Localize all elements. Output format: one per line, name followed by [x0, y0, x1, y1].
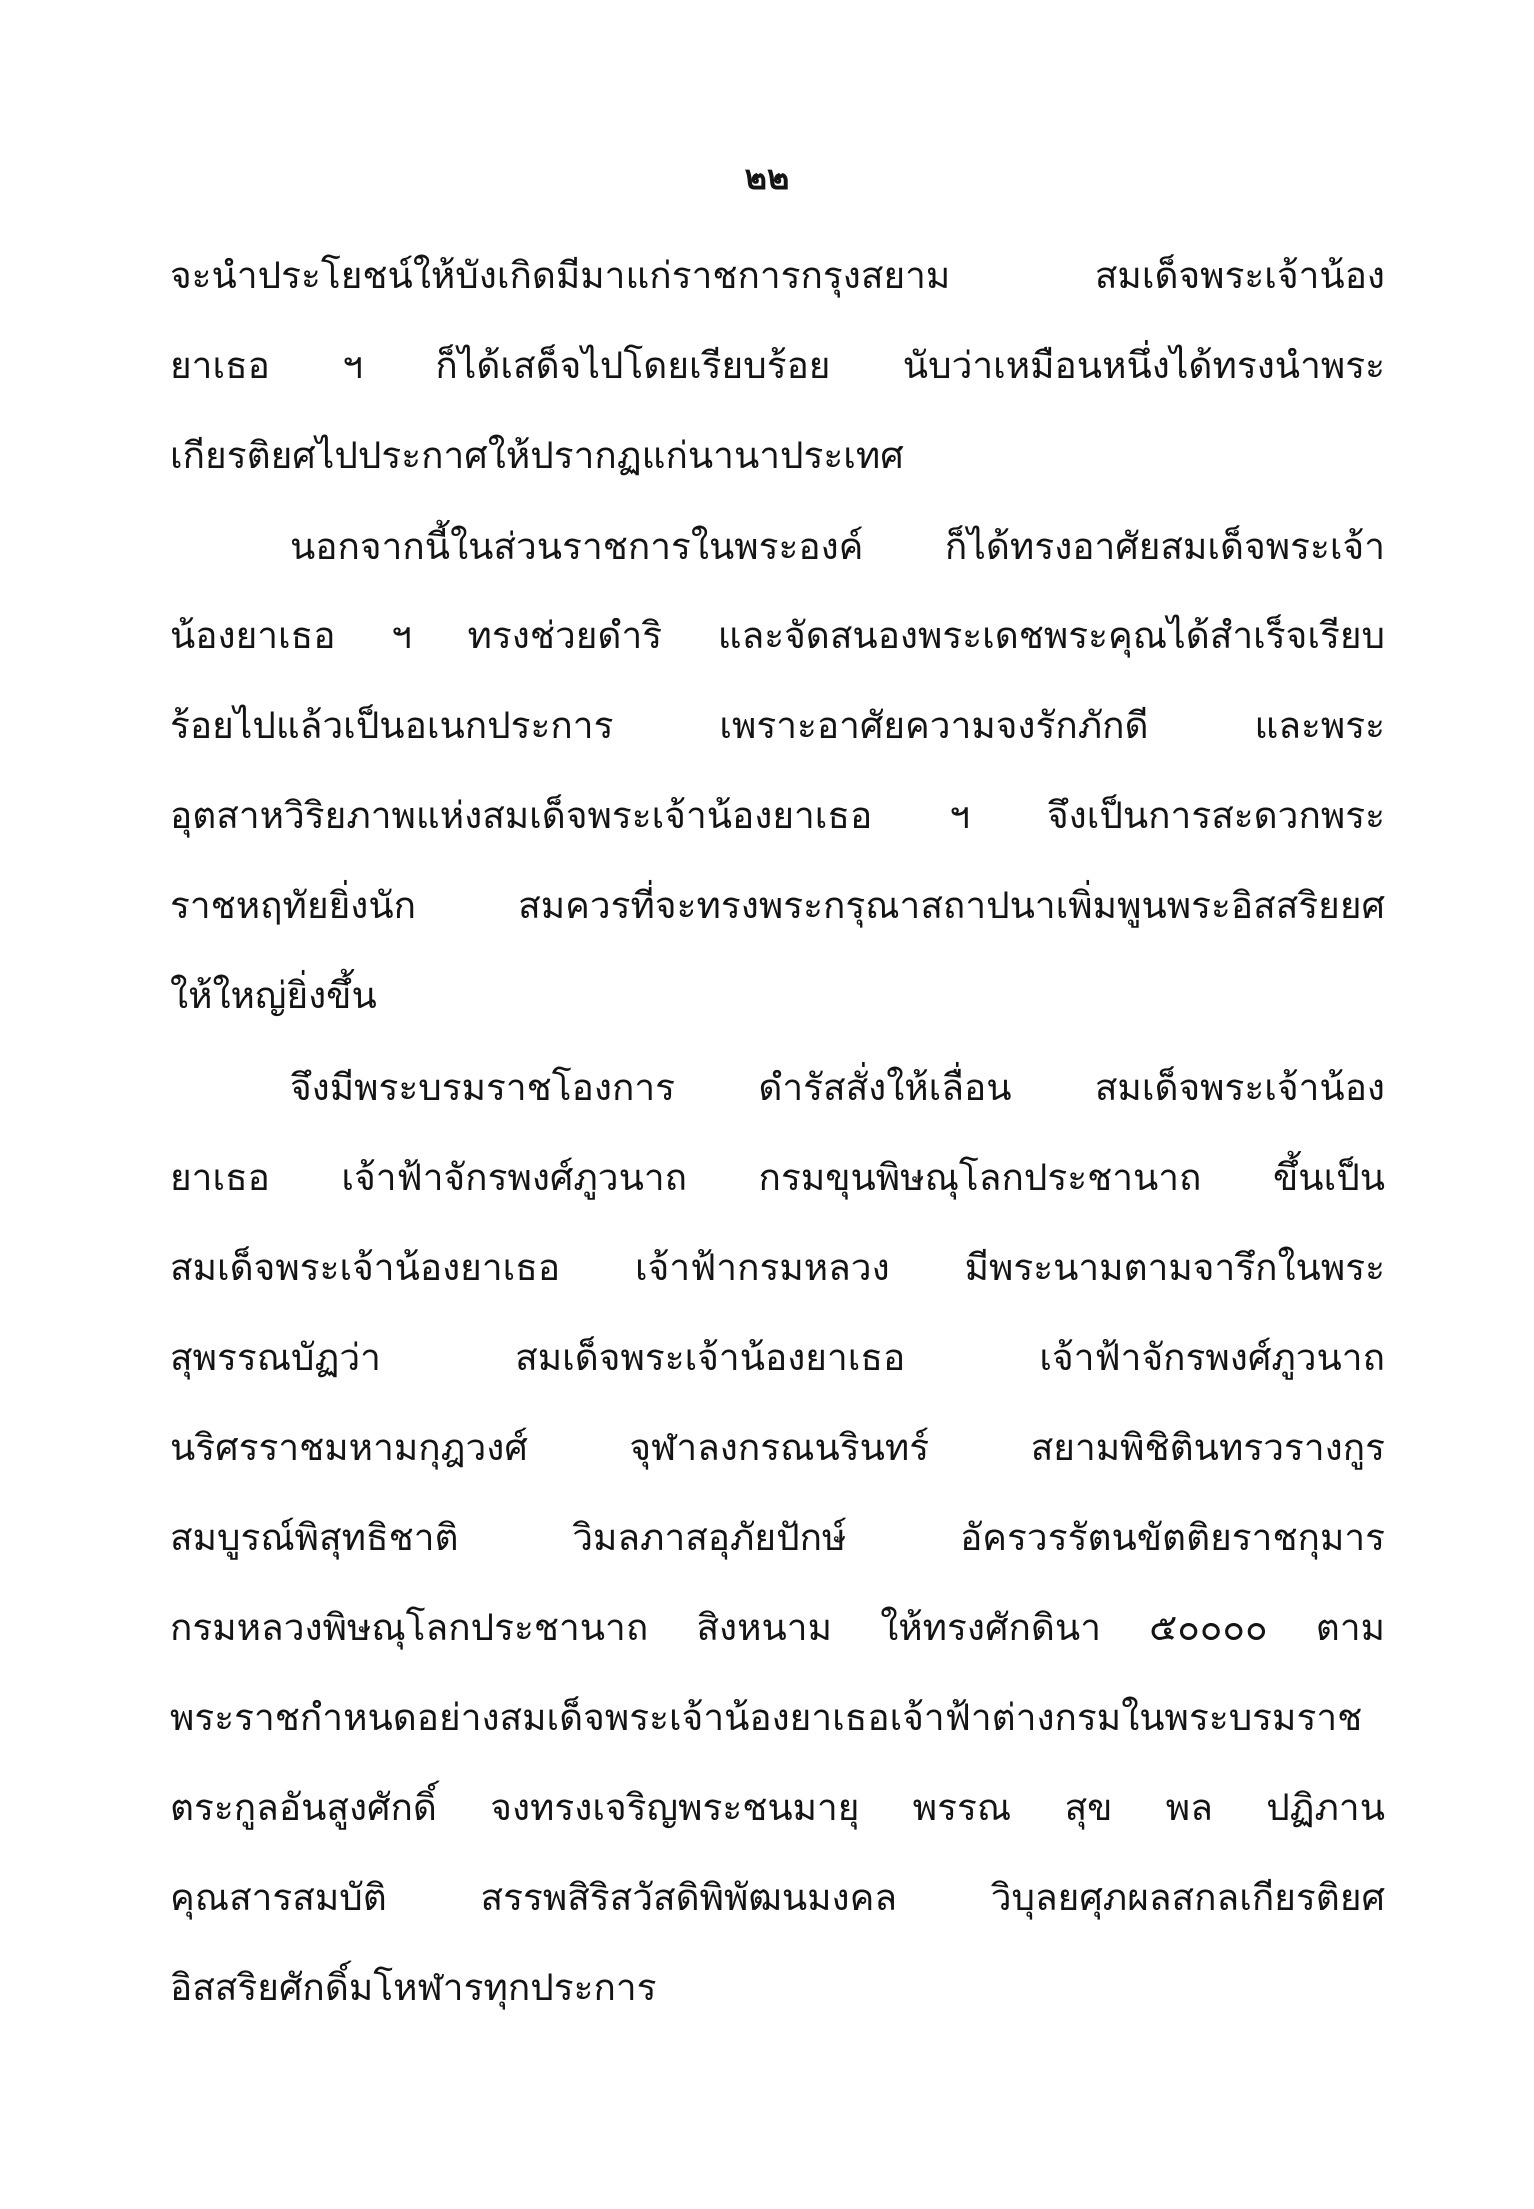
- text-line: จะนำประโยชน์ให้บังเกิดมีมาแก่ราชการกรุงสยาม สมเด็จพระเจ้าน้อง: [170, 254, 1385, 297]
- text-line: กรมหลวงพิษณุโลกประชานาถ สิงหนาม ให้ทรงศักดินา ๕๐๐๐๐ ตาม: [170, 1606, 1385, 1649]
- text-line: ร้อยไปแล้วเป็นอเนกประการ เพราะอาศัยความจงรักภักดี และพระ: [170, 704, 1385, 747]
- text-line: น้องยาเธอ ฯ ทรงช่วยดำริ และจัดสนองพระเดชพระคุณได้สำเร็จเรียบ: [170, 614, 1385, 657]
- text-line: ราชหฤทัยยิ่งนัก สมควรที่จะทรงพระกรุณาสถาปนาเพิ่มพูนพระอิสสริยยศ: [170, 884, 1385, 927]
- text-line: สมเด็จพระเจ้าน้องยาเธอ เจ้าฟ้ากรมหลวง มีพระนามตามจารึกในพระ: [170, 1246, 1385, 1289]
- text-line: คุณสารสมบัติ สรรพสิริสวัสดิพิพัฒนมงคล วิบุลยศุภผลสกลเกียรติยศ: [170, 1876, 1385, 1919]
- text-line: นริศรราชมหามกุฎวงศ์ จุฬาลงกรณนรินทร์ สยามพิชิตินทรวรางกูร: [170, 1426, 1385, 1469]
- text-line: สุพรรณบัฏว่า สมเด็จพระเจ้าน้องยาเธอ เจ้าฟ้าจักรพงศ์ภูวนาถ: [170, 1336, 1385, 1379]
- paragraph-first-line: นอกจากนี้ในส่วนราชการในพระองค์ ก็ได้ทรงอาศัยสมเด็จพระเจ้า: [290, 525, 1385, 568]
- text-line: สมบูรณ์พิสุทธิชาติ วิมลภาสอุภัยปักษ์ อัครวรรัตนขัตติยราชกุมาร: [170, 1516, 1385, 1559]
- text-line: ยาเธอ เจ้าฟ้าจักรพงศ์ภูวนาถ กรมขุนพิษณุโลกประชานาถ ขึ้นเป็น: [170, 1156, 1385, 1199]
- text-line: ตระกูลอันสูงศักดิ์ จงทรงเจริญพระชนมายุ พรรณ สุข พล ปฏิภาน: [170, 1786, 1385, 1829]
- text-line: เกียรติยศไปประกาศให้ปรากฏแก่นานาประเทศ: [170, 434, 904, 477]
- text-line: ให้ใหญ่ยิ่งขึ้น: [170, 974, 377, 1017]
- paragraph-first-line: จึงมีพระบรมราชโองการ ดำรัสสั่งให้เลื่อน สมเด็จพระเจ้าน้อง: [290, 1066, 1385, 1109]
- page-number: ๒๒: [744, 158, 790, 198]
- text-line: อิสสริยศักดิ์มโหฬารทุกประการ: [170, 1966, 657, 2009]
- text-line: ยาเธอ ฯ ก็ได้เสด็จไปโดยเรียบร้อย นับว่าเหมือนหนึ่งได้ทรงนำพระ: [170, 344, 1385, 387]
- text-line: อุตสาหวิริยภาพแห่งสมเด็จพระเจ้าน้องยาเธอ ฯ จึงเป็นการสะดวกพระ: [170, 794, 1385, 837]
- text-line: พระราชกำหนดอย่างสมเด็จพระเจ้าน้องยาเธอเจ้าฟ้าต่างกรมในพระบรมราช: [170, 1696, 1363, 1739]
